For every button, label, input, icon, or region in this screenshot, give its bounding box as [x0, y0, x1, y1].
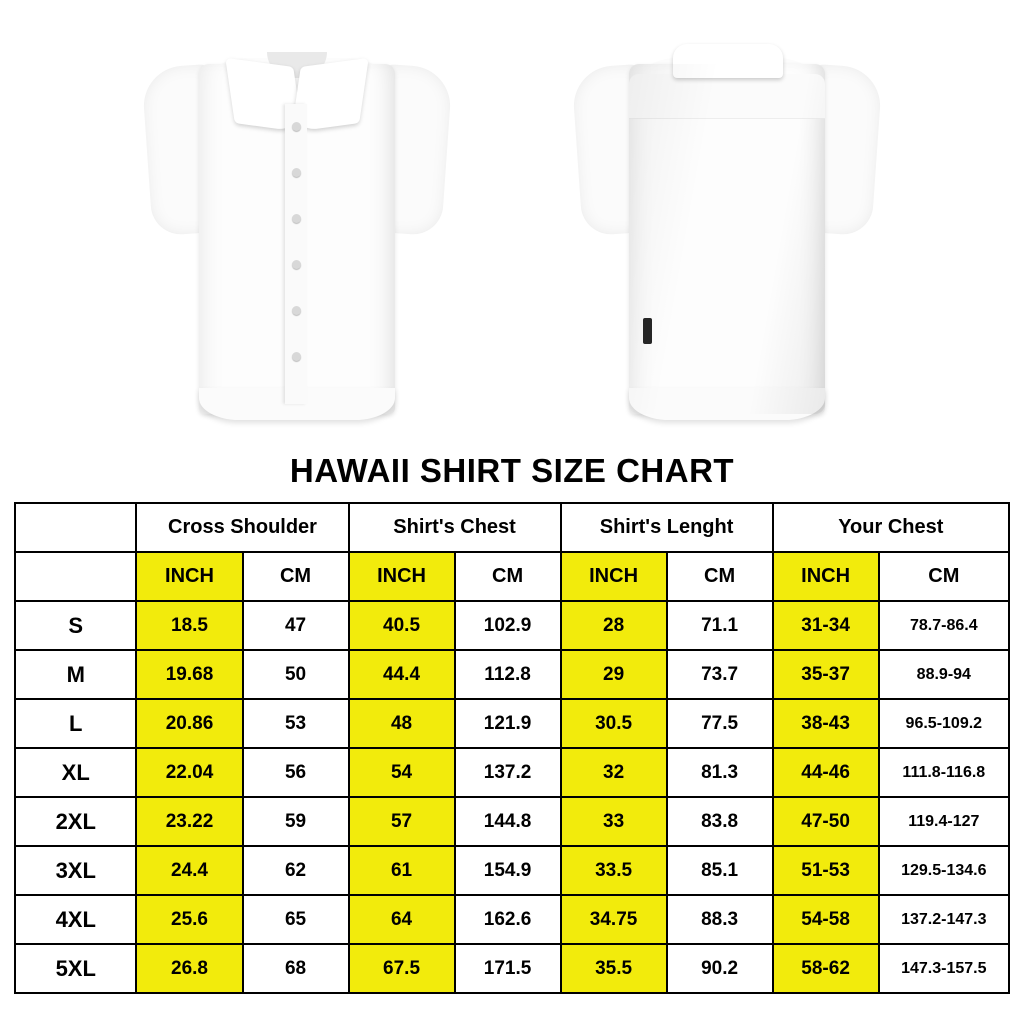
- shirt-button: [292, 168, 301, 177]
- cell-your-chest-cm: 111.8-116.8: [879, 748, 1009, 797]
- cell-your-chest-inch: 38-43: [773, 699, 879, 748]
- cell-your-chest-inch: 35-37: [773, 650, 879, 699]
- cell-your-chest-cm: 78.7-86.4: [879, 601, 1009, 650]
- unit-header-cm-shirts-chest: CM: [455, 552, 561, 601]
- cell-your-chest-cm: 147.3-157.5: [879, 944, 1009, 993]
- cell-your-chest-inch: 54-58: [773, 895, 879, 944]
- shirt-button: [292, 260, 301, 269]
- cell-shirts-length-cm: 88.3: [667, 895, 773, 944]
- shirt-button: [292, 306, 301, 315]
- cell-cross-shoulder-inch: 22.04: [136, 748, 242, 797]
- cell-shirts-length-inch: 29: [561, 650, 667, 699]
- row-size-label: S: [15, 601, 136, 650]
- cell-shirts-length-inch: 30.5: [561, 699, 667, 748]
- row-size-label: XL: [15, 748, 136, 797]
- row-size-label: M: [15, 650, 136, 699]
- cell-cross-shoulder-inch: 24.4: [136, 846, 242, 895]
- row-size-label: 3XL: [15, 846, 136, 895]
- cell-shirts-chest-inch: 40.5: [349, 601, 455, 650]
- cell-shirts-chest-cm: 121.9: [455, 699, 561, 748]
- cell-your-chest-inch: 31-34: [773, 601, 879, 650]
- cell-cross-shoulder-inch: 18.5: [136, 601, 242, 650]
- cell-cross-shoulder-cm: 56: [243, 748, 349, 797]
- shirt-button: [292, 352, 301, 361]
- cell-your-chest-cm: 88.9-94: [879, 650, 1009, 699]
- cell-shirts-length-cm: 71.1: [667, 601, 773, 650]
- unit-header-cm-your-chest: CM: [879, 552, 1009, 601]
- row-size-label: 5XL: [15, 944, 136, 993]
- cell-shirts-length-cm: 81.3: [667, 748, 773, 797]
- cell-shirts-length-inch: 32: [561, 748, 667, 797]
- table-group-header-row: [15, 503, 1009, 552]
- unit-header-inch-shirts-chest: INCH: [349, 552, 455, 601]
- group-header-your-chest: Your Chest: [773, 503, 1009, 552]
- row-size-label: L: [15, 699, 136, 748]
- cell-your-chest-cm: 96.5-109.2: [879, 699, 1009, 748]
- shirt-button: [292, 122, 301, 131]
- cell-cross-shoulder-cm: 68: [243, 944, 349, 993]
- cell-cross-shoulder-inch: 19.68: [136, 650, 242, 699]
- shirt-illustration-area: [0, 0, 1024, 448]
- cell-shirts-length-cm: 85.1: [667, 846, 773, 895]
- cell-shirts-length-cm: 90.2: [667, 944, 773, 993]
- table-row: [15, 699, 1009, 748]
- cell-shirts-length-inch: 34.75: [561, 895, 667, 944]
- shirt-front-view: [147, 18, 447, 418]
- table-corner-cell: [15, 503, 136, 552]
- row-size-label: 2XL: [15, 797, 136, 846]
- cell-cross-shoulder-inch: 20.86: [136, 699, 242, 748]
- cell-shirts-length-inch: 35.5: [561, 944, 667, 993]
- row-size-label: 4XL: [15, 895, 136, 944]
- unit-header-cm-shirts-length: CM: [667, 552, 773, 601]
- cell-cross-shoulder-cm: 53: [243, 699, 349, 748]
- cell-your-chest-cm: 129.5-134.6: [879, 846, 1009, 895]
- table-row: [15, 895, 1009, 944]
- cell-shirts-chest-inch: 48: [349, 699, 455, 748]
- cell-shirts-chest-inch: 44.4: [349, 650, 455, 699]
- cell-shirts-chest-inch: 57: [349, 797, 455, 846]
- cell-cross-shoulder-inch: 25.6: [136, 895, 242, 944]
- cell-shirts-chest-cm: 102.9: [455, 601, 561, 650]
- cell-shirts-length-cm: 83.8: [667, 797, 773, 846]
- cell-cross-shoulder-cm: 47: [243, 601, 349, 650]
- cell-cross-shoulder-cm: 59: [243, 797, 349, 846]
- cell-cross-shoulder-inch: 23.22: [136, 797, 242, 846]
- table-unit-header-row: [15, 552, 1009, 601]
- table-row: [15, 601, 1009, 650]
- cell-your-chest-inch: 58-62: [773, 944, 879, 993]
- shirt-back-view: [577, 18, 877, 418]
- group-header-shirts-chest: Shirt's Chest: [349, 503, 561, 552]
- table-row: [15, 944, 1009, 993]
- unit-header-inch-cross-shoulder: INCH: [136, 552, 242, 601]
- shirt-side-tag: [643, 318, 652, 344]
- table-row: [15, 650, 1009, 699]
- size-chart-table: [14, 502, 1010, 994]
- cell-shirts-chest-cm: 154.9: [455, 846, 561, 895]
- unit-header-inch-your-chest: INCH: [773, 552, 879, 601]
- cell-shirts-chest-cm: 171.5: [455, 944, 561, 993]
- cell-your-chest-inch: 44-46: [773, 748, 879, 797]
- cell-shirts-length-cm: 77.5: [667, 699, 773, 748]
- cell-shirts-chest-cm: 137.2: [455, 748, 561, 797]
- cell-your-chest-cm: 119.4-127: [879, 797, 1009, 846]
- cell-shirts-chest-inch: 64: [349, 895, 455, 944]
- size-chart-container: [0, 502, 1024, 994]
- shirt-button: [292, 214, 301, 223]
- table-row: [15, 846, 1009, 895]
- cell-shirts-chest-inch: 54: [349, 748, 455, 797]
- table-row: [15, 797, 1009, 846]
- cell-cross-shoulder-cm: 65: [243, 895, 349, 944]
- cell-cross-shoulder-cm: 62: [243, 846, 349, 895]
- group-header-shirts-length: Shirt's Lenght: [561, 503, 773, 552]
- cell-shirts-chest-cm: 162.6: [455, 895, 561, 944]
- cell-cross-shoulder-cm: 50: [243, 650, 349, 699]
- cell-shirts-chest-cm: 112.8: [455, 650, 561, 699]
- cell-shirts-length-inch: 33.5: [561, 846, 667, 895]
- cell-your-chest-inch: 47-50: [773, 797, 879, 846]
- cell-your-chest-cm: 137.2-147.3: [879, 895, 1009, 944]
- cell-shirts-chest-cm: 144.8: [455, 797, 561, 846]
- unit-header-inch-shirts-length: INCH: [561, 552, 667, 601]
- shirt-back-shading: [629, 64, 825, 414]
- table-row: [15, 748, 1009, 797]
- group-header-cross-shoulder: Cross Shoulder: [136, 503, 348, 552]
- cell-shirts-length-cm: 73.7: [667, 650, 773, 699]
- cell-cross-shoulder-inch: 26.8: [136, 944, 242, 993]
- page-title: HAWAII SHIRT SIZE CHART: [289, 452, 735, 489]
- unit-header-cm-cross-shoulder: CM: [243, 552, 349, 601]
- cell-shirts-length-inch: 28: [561, 601, 667, 650]
- cell-shirts-length-inch: 33: [561, 797, 667, 846]
- unit-header-blank: [15, 552, 136, 601]
- cell-shirts-chest-inch: 67.5: [349, 944, 455, 993]
- cell-your-chest-inch: 51-53: [773, 846, 879, 895]
- cell-shirts-chest-inch: 61: [349, 846, 455, 895]
